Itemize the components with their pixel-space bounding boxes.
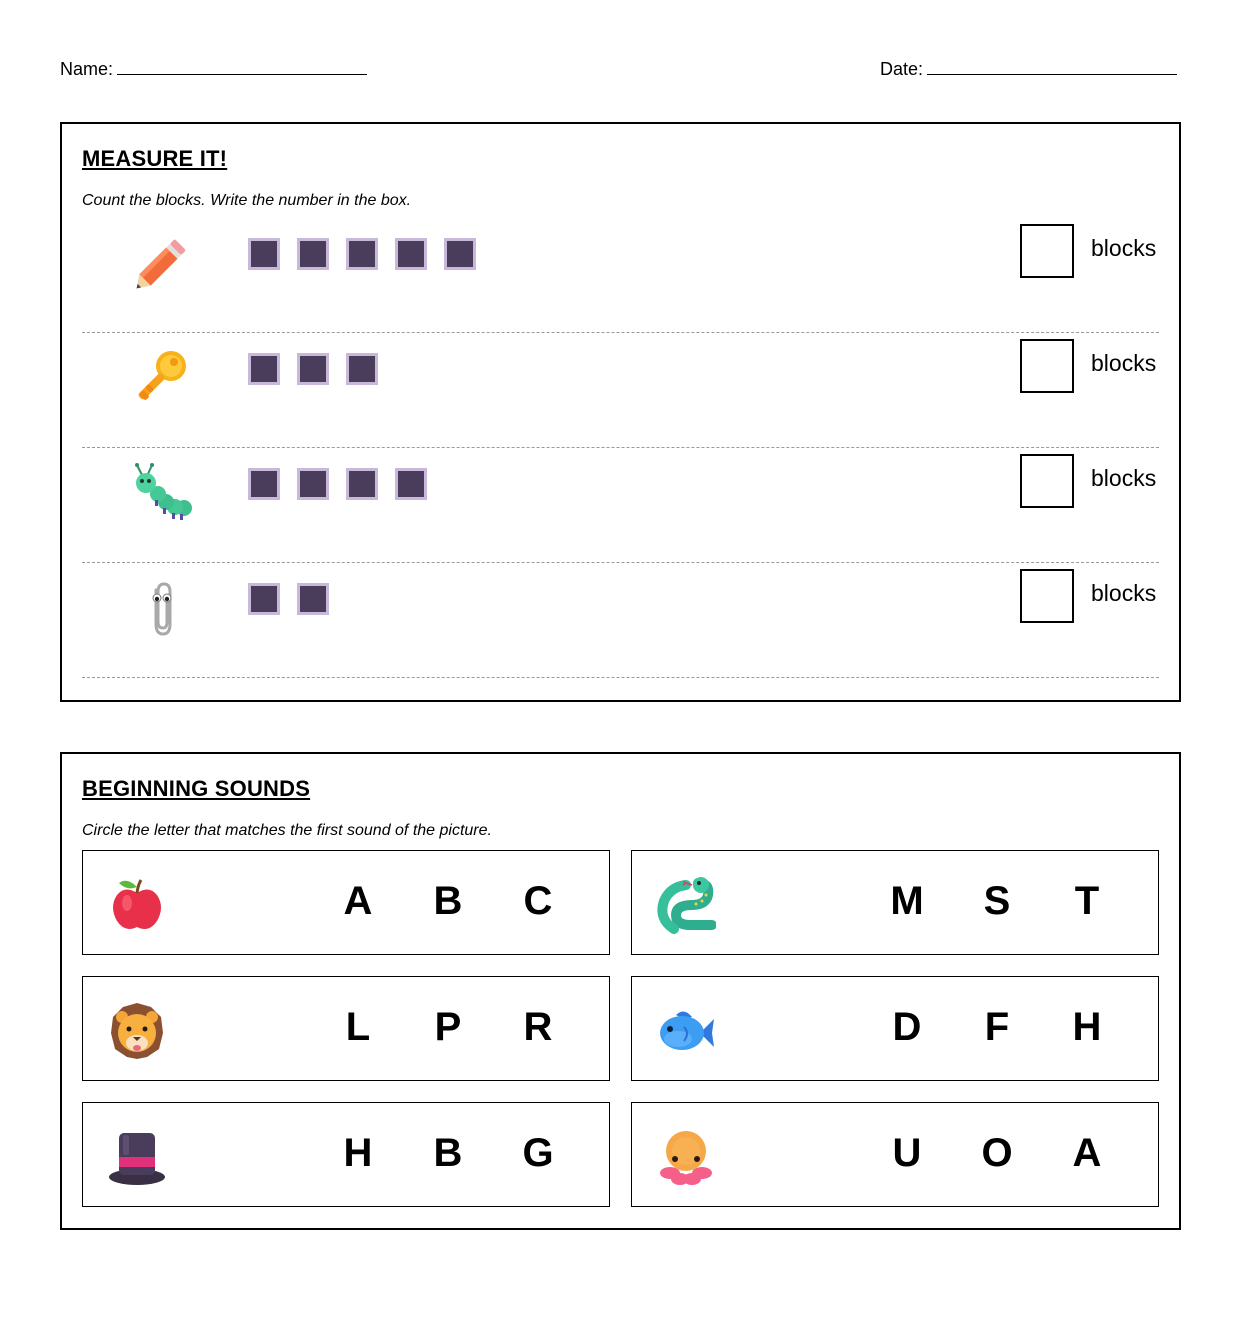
letter-choice[interactable]: A (1072, 1131, 1102, 1175)
block-square (248, 468, 280, 500)
name-line[interactable] (117, 58, 367, 75)
letter-choices (313, 1005, 583, 1050)
sound-card (631, 976, 1159, 1081)
letter-choice[interactable]: L (345, 1005, 371, 1049)
block-square (346, 353, 378, 385)
measure-title: MEASURE IT! (82, 146, 228, 171)
block-square (395, 238, 427, 270)
sound-card (82, 850, 610, 955)
name-label: Name: (60, 59, 114, 79)
name-field[interactable] (60, 58, 367, 80)
block-square (346, 238, 378, 270)
answer-box[interactable] (1020, 569, 1074, 623)
letter-choices (862, 1131, 1132, 1176)
pencil-icon (132, 233, 192, 293)
beginning-sounds-section (60, 752, 1181, 1230)
measure-row (82, 332, 1159, 448)
letter-choice[interactable]: U (892, 1131, 922, 1175)
date-field[interactable] (880, 58, 1177, 80)
block-square (444, 238, 476, 270)
letter-choice[interactable]: B (433, 1131, 463, 1175)
letter-choice[interactable]: G (522, 1131, 554, 1175)
measure-row (82, 447, 1159, 563)
sound-card (82, 976, 610, 1081)
measure-row (82, 217, 1159, 333)
date-line[interactable] (927, 58, 1177, 75)
block-row (248, 353, 378, 385)
fish-icon (656, 1001, 716, 1061)
letter-choices (313, 1131, 583, 1176)
letter-choices (862, 1005, 1132, 1050)
block-row (248, 238, 476, 270)
sounds-title: BEGINNING SOUNDS (82, 776, 311, 801)
sound-card (631, 850, 1159, 955)
block-square (248, 583, 280, 615)
block-square (297, 468, 329, 500)
letter-choices (313, 879, 583, 924)
sound-card (631, 1102, 1159, 1207)
measure-row (82, 562, 1159, 678)
block-square (297, 583, 329, 615)
answer-box[interactable] (1020, 224, 1074, 278)
sound-card (82, 1102, 610, 1207)
letter-choice[interactable]: H (1072, 1005, 1102, 1049)
blocks-label: blocks (1091, 465, 1157, 491)
snake-icon (656, 875, 716, 935)
answer-box[interactable] (1020, 454, 1074, 508)
answer-box[interactable] (1020, 339, 1074, 393)
paperclip-icon (132, 578, 192, 638)
apple-icon (107, 875, 167, 935)
letter-choice[interactable]: P (434, 1005, 462, 1049)
letter-choice[interactable]: R (523, 1005, 553, 1049)
letter-choice[interactable]: F (984, 1005, 1010, 1049)
block-square (346, 468, 378, 500)
letter-choice[interactable]: D (892, 1005, 922, 1049)
letter-choice[interactable]: C (523, 879, 553, 923)
letter-choice[interactable]: B (433, 879, 463, 923)
top-hat-icon (107, 1127, 167, 1187)
block-row (248, 468, 427, 500)
block-square (248, 238, 280, 270)
lion-icon (107, 1001, 167, 1061)
blocks-label: blocks (1091, 235, 1157, 261)
key-icon (132, 348, 192, 408)
block-square (248, 353, 280, 385)
sounds-instruction: Circle the letter that matches the first sound of the picture. (82, 822, 492, 839)
block-square (297, 238, 329, 270)
letter-choice[interactable]: H (343, 1131, 373, 1175)
letter-choice[interactable]: S (983, 879, 1011, 923)
letter-choice[interactable]: T (1074, 879, 1100, 923)
block-square (395, 468, 427, 500)
octopus-icon (656, 1127, 716, 1187)
blocks-label: blocks (1091, 350, 1157, 376)
block-row (248, 583, 329, 615)
caterpillar-icon (132, 463, 192, 523)
letter-choice[interactable]: M (890, 879, 924, 923)
measure-section (60, 122, 1181, 702)
date-label: Date: (880, 59, 924, 79)
blocks-label: blocks (1091, 580, 1157, 606)
block-square (297, 353, 329, 385)
letter-choice[interactable]: O (981, 1131, 1013, 1175)
letter-choices (862, 879, 1132, 924)
measure-instruction: Count the blocks. Write the number in the box. (82, 192, 412, 209)
letter-choice[interactable]: A (343, 879, 373, 923)
